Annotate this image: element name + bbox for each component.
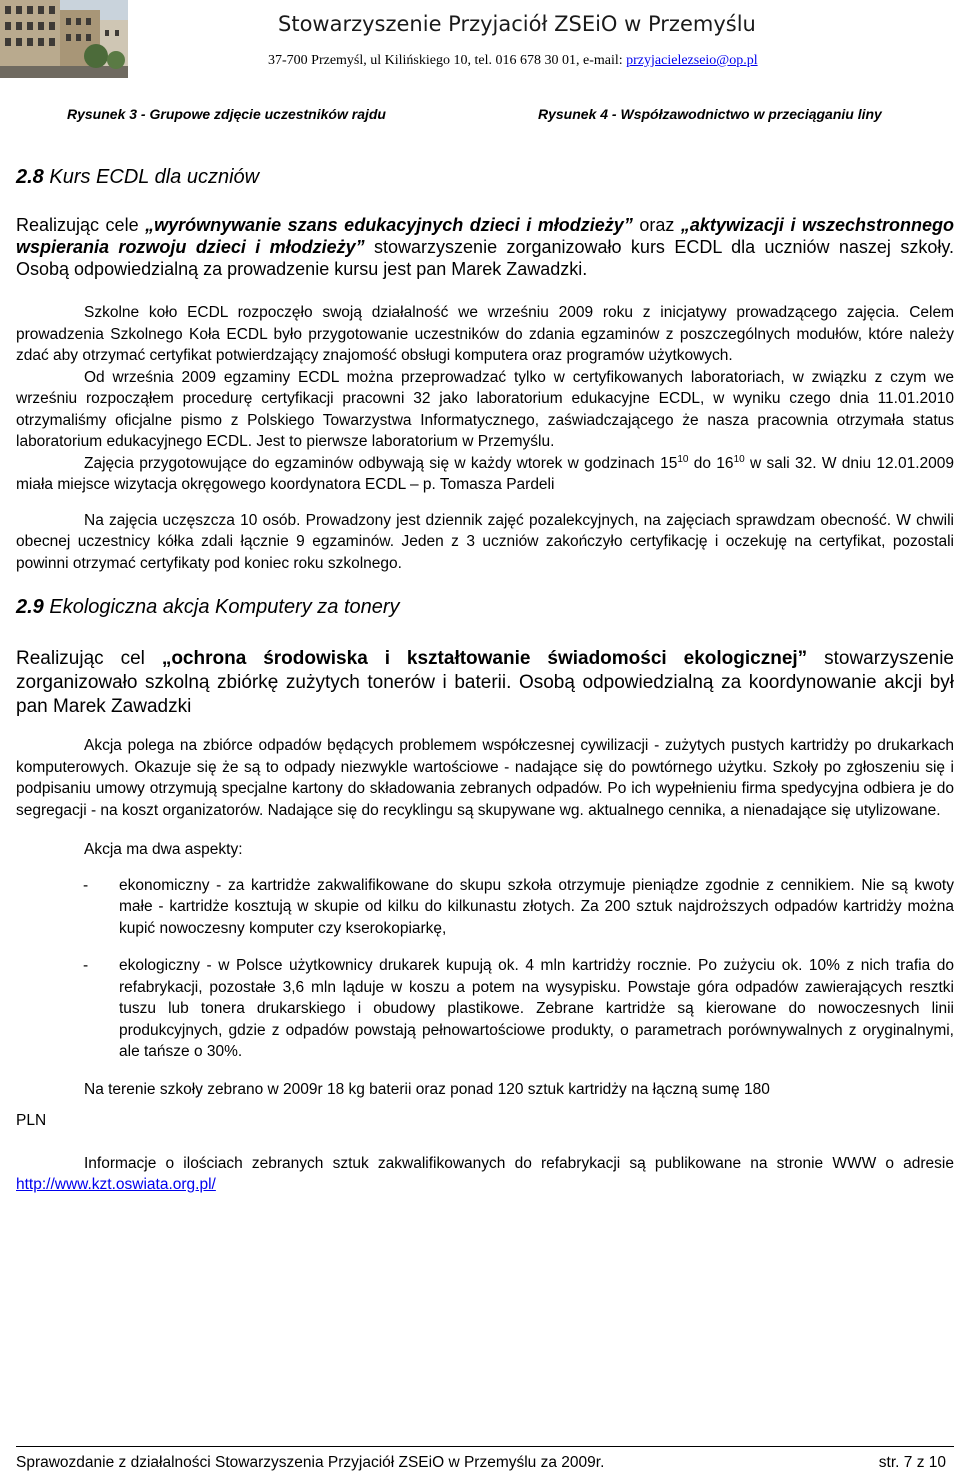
section-ecdl-heading bbox=[16, 166, 954, 198]
ecdl-paragraph-3 bbox=[16, 453, 954, 496]
organization-name: Stowarzyszenie Przyjaciół ZSEiO w Przemyślu bbox=[278, 12, 756, 36]
ecdl-paragraph-1: Szkolne koło ECDL rozpoczęło swoją działalność we wrześniu 2009 roku z inicjatywy prowadzącego zajęcia. Celem prowadzenia Szkolnego Koła ECDL było przygotowanie uczestników do zdania egzaminów z poszczególnych modułów, które należy zdać aby otrzymać certyfikat potwierdzający znajomość obsługi komputera oraz programów użytkowych. bbox=[16, 304, 954, 364]
aspect-text: ekologiczny - w Polsce użytkownicy drukarek kupują ok. 4 mln kartridży rocznie. Po zużyciu ok. 10% z nich trafia do refabrykacji, pozostałe 3,6 mln ląduje w koszu a potem na wysypisku. Powstaje góra odpadów zawierających resztki tuszu lub tonera drukarskiego i obudowy plastikowe. Zebrane kartridże są kierowane do nowoczesnych linii produkcyjnych, gdzie z odpadów powstają pełnowartościowe produkty, o parametrach porównywalnych z oryginalnymi, ale tańsze o 30%. bbox=[119, 957, 954, 1060]
eco-paragraph-1: Akcja polega na zbiórce odpadów będących problemem współczesnej cywilizacji - zużytych pustych kartridży po drukarkach komputerowych. Okazuje się że są to odpady niezwykle wartościowe - nadające się do powtórnego użytku. Szkoły po zgłoszeniu się i podpisaniu umowy otrzymują specjalne kartony do składowania zebranych odpadów. Po ich wypełnieniu firma spedycyjna odbiera je do segregacji - na koszt organizatorów. Nadające się do recyklingu są skupywane wg. aktualnego cennika, a nienadające się utylizowane. bbox=[16, 737, 954, 819]
page-footer bbox=[16, 1446, 954, 1471]
list-item bbox=[16, 875, 954, 940]
ecdl-lead-paragraph bbox=[16, 214, 954, 280]
page-number: str. 7 z 10 bbox=[878, 1454, 946, 1471]
footer-report-title: Sprawozdanie z działalności Stowarzyszenia Przyjaciół ZSEiO w Przemyślu za 2009r. bbox=[16, 1454, 605, 1471]
lead-text: stowarzyszenie zorganizowało kurs ECDL dla uczniów naszej szkoły. Osobą odpowiedzialną za prowadzenie kursu jest pan Marek Zawadzki. bbox=[16, 237, 954, 279]
address-text: 37-700 Przemyśl, ul Kilińskiego 10, tel. 016 678 30 01, e-mail: bbox=[268, 53, 627, 68]
school-building-photo bbox=[0, 0, 128, 78]
school-building-illustration bbox=[0, 0, 128, 78]
section-title: Ekologiczna akcja Komputery za tonery bbox=[43, 596, 400, 618]
section-eco-heading bbox=[16, 596, 954, 619]
organization-address bbox=[268, 53, 758, 69]
currency-unit: PLN bbox=[16, 1111, 47, 1129]
ecdl-paragraph-2: Od września 2009 egzaminy ECDL można przeprowadzać tylko w certyfikowanych laboratoriach, w związku z czym we wrześniu rozpocząłem procedurę certyfikacji pracowni 32 jako laboratorium edukacyjne ECDL, w wyniku czego dnia 11.01.2010 otrzymaliśmy oficjalne pismo z Polskiego Towarzystwa Informatycznego, zaświadczającego że nasza pracownia otrzymała status laboratorium edukacyjnego ECDL. Jest to pierwsze laboratorium w Przemyślu. bbox=[16, 368, 954, 450]
aspects-list bbox=[16, 875, 954, 1063]
kzt-website-link[interactable]: http://www.kzt.oswiata.org.pl/ bbox=[16, 1176, 216, 1193]
section-number: 2.8 bbox=[16, 166, 44, 188]
page-header bbox=[0, 0, 960, 80]
lead-text: stowarzyszenie zorganizowało szkolną zbiórkę zużytych tonerów i baterii. Osobą odpowiedzialną za koordynowanie akcji był pan Marek Zawadzki bbox=[16, 648, 954, 717]
list-dash: - bbox=[83, 876, 89, 894]
lead-emphasis: „wyrównywanie szans edukacyjnych dzieci i młodzieży” bbox=[145, 215, 633, 235]
list-item bbox=[16, 955, 954, 1063]
time-superscript: 10 bbox=[733, 453, 745, 465]
section-title: Kurs ECDL dla uczniów bbox=[43, 166, 260, 188]
aspects-intro: Akcja ma dwa aspekty: bbox=[84, 841, 243, 858]
schedule-text: w sali 32. W dniu 12.01.2009 miała miejsce wizytacja okręgowego koordynatora ECDL – p. Tomasza Pardeli bbox=[16, 454, 954, 493]
lead-text: Realizując cel bbox=[16, 648, 162, 669]
lead-text: Realizując cele bbox=[16, 215, 146, 235]
time-superscript: 10 bbox=[677, 453, 689, 465]
lead-emphasis: „ochrona środowiska i kształtowanie świadomości ekologicznej” bbox=[161, 648, 808, 669]
caption-figure-4: Rysunek 4 - Współzawodnictwo w przeciąganiu liny bbox=[538, 106, 882, 122]
aspect-text: ekonomiczny - za kartridże zakwalifikowane do skupu szkoła otrzymuje pieniądze zgodnie z cennikiem. Nie są kwoty małe - kartridże kosztują w skupie od kilku do kilkunastu złotych. Za 200 sztuk najdroższych odpadów kartridży można kupić nowoczesny komputer czy kserokopiarkę, bbox=[119, 876, 954, 937]
ecdl-paragraph-4: Na zajęcia uczęszcza 10 osób. Prowadzony jest dziennik zajęć pozalekcyjnych, na zajęciach sprawdzam obecność. W chwili obecnej uczestnicy kółka zdali łącznie 9 egzaminów. Jeden z 3 uczniów zakończyło certyfikację i oczekuję na certyfikat, pozostali powinni otrzymać certyfikaty pod koniec roku szkolnego. bbox=[16, 511, 954, 572]
schedule-text: Zajęcia przygotowujące do egzaminów odbywają się w każdy wtorek w godzinach 15 bbox=[84, 454, 678, 472]
collection-text: Na terenie szkoły zebrano w 2009r 18 kg baterii oraz ponad 120 sztuk kartridży na łączną sumę 180 bbox=[84, 1080, 770, 1098]
section-number: 2.9 bbox=[16, 596, 44, 618]
list-dash: - bbox=[83, 957, 89, 974]
lead-text: oraz bbox=[632, 215, 681, 235]
info-text: Informacje o ilościach zebranych sztuk zakwalifikowanych do refabrykacji są publikowane na stronie WWW o adresie bbox=[84, 1154, 954, 1172]
collection-summary bbox=[16, 1079, 954, 1139]
info-paragraph bbox=[16, 1153, 954, 1196]
email-link[interactable]: przyjacielezseio@op.pl bbox=[626, 53, 758, 68]
eco-lead-paragraph bbox=[16, 647, 954, 719]
lead-emphasis: „aktywizacji i wszechstronnego wspierania rozwoju dzieci i młodzieży” bbox=[16, 215, 954, 257]
schedule-text: do 16 bbox=[688, 454, 734, 472]
page-content bbox=[16, 166, 954, 1196]
caption-figure-3: Rysunek 3 - Grupowe zdjęcie uczestników rajdu bbox=[67, 106, 386, 122]
